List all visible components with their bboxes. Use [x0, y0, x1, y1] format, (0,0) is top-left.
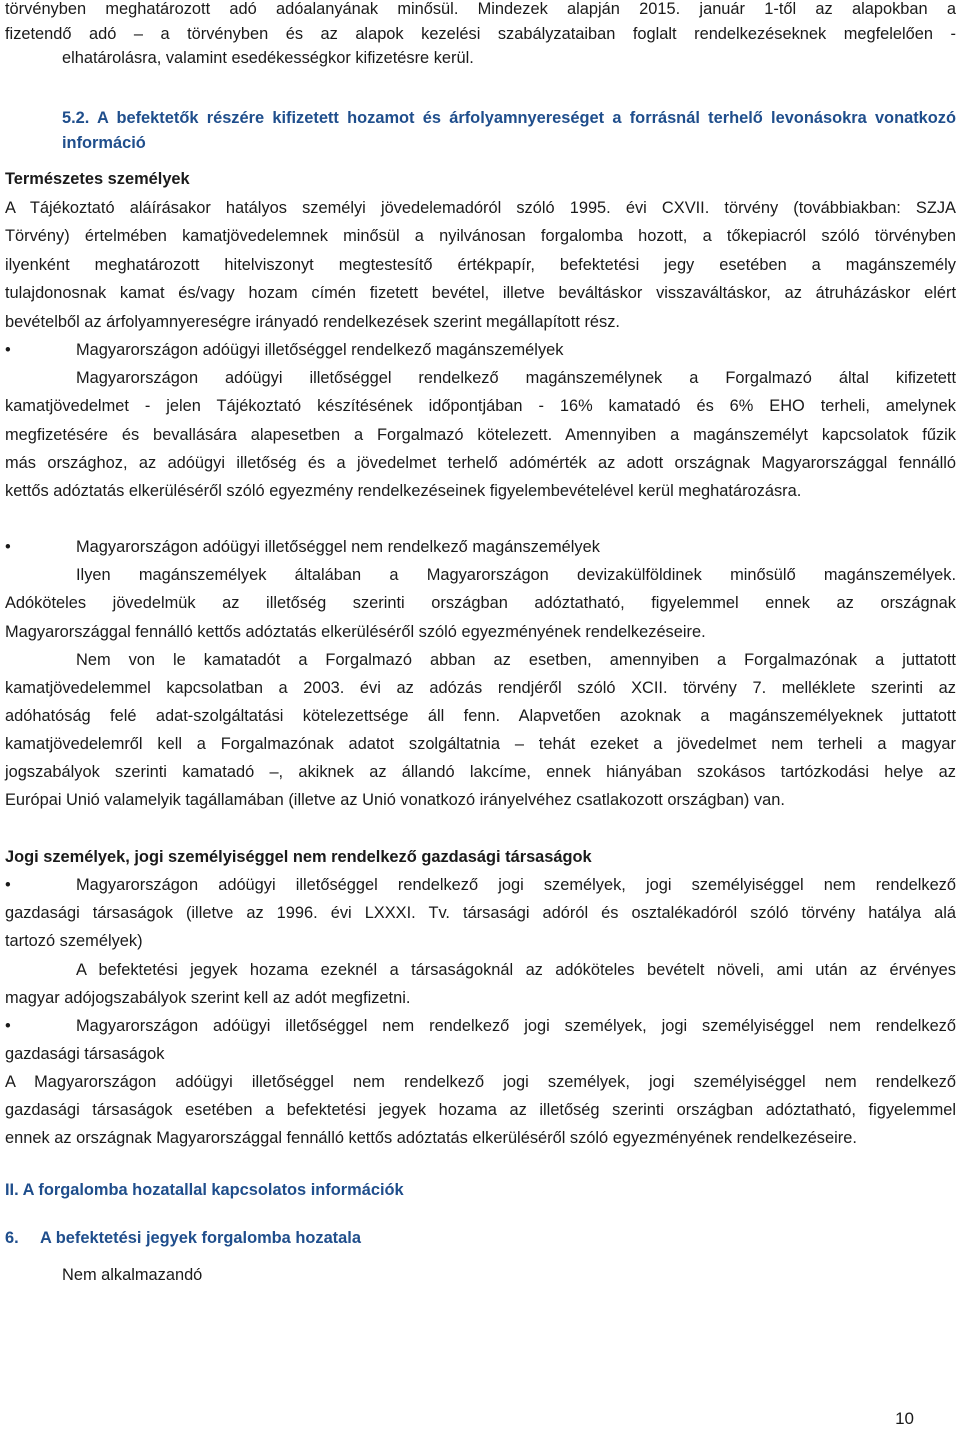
paragraph-line: más országhoz, az adóügyi illetőség és a jövedelmet terhelő adómérték az adott országnak Magyarországgal fennálló: [5, 454, 956, 472]
bullet-icon: •: [5, 876, 11, 894]
paragraph-line: ennek az országnak Magyarországgal fennálló kettős adóztatás elkerüléséről szóló egyezményének rendelkezéseire.: [5, 1129, 857, 1147]
intro-line: fizetendő adó – a törvényben és az alapok kezelési szabályzataiban foglalt rendelkezéseknek megfelelően -: [5, 25, 956, 43]
paragraph-line: Európai Unió valamelyik tagállamában (illetve az Unió vonatkozó irányelvéhez csatlakozott országban) van.: [5, 791, 785, 809]
paragraph-line: Ilyen magánszemélyek általában a Magyarországon devizakülföldinek minősülő magánszemélyek.: [76, 566, 956, 584]
paragraph-line: Magyarországgal fennálló kettős adóztatás elkerüléséről szóló egyezményének rendelkezéseire.: [5, 623, 706, 641]
section-II-heading: II. A forgalomba hozatallal kapcsolatos információk: [5, 1181, 404, 1199]
bullet-icon: •: [5, 1017, 11, 1035]
intro-line: törvényben meghatározott adó adóalanyának minősül. Mindezek alapján 2015. január 1-től az alapokban a: [5, 0, 956, 18]
paragraph-line: gazdasági társaságok esetében a befektetési jegyek hozama az illetőség szerinti országban adóztatható, figyelemmel: [5, 1101, 956, 1119]
paragraph-line: megfizetésére és bevallására alapesetben a Forgalmazó kötelezett. Amennyiben a magánszemélyt kapcsolatok fűzik: [5, 426, 956, 444]
bullet-title: Magyarországon adóügyi illetőséggel nem rendelkező magánszemélyek: [76, 538, 600, 556]
paragraph-line: jogszabályok szerinti kamatadó –, akiknek az állandó lakcíme, ennek hiányában szokásos tartózkodási helye az: [5, 763, 956, 781]
bullet-title: Magyarországon adóügyi illetőséggel rendelkező jogi személyek, jogi személyiséggel nem rendelkező: [76, 876, 956, 894]
section-6-number: 6.: [5, 1229, 19, 1247]
paragraph-line: Nem von le kamatadót a Forgalmazó abban az esetben, amennyiben a Forgalmazónak a juttatott: [76, 651, 956, 669]
intro-line: elhatárolásra, valamint esedékességkor kifizetésre kerül.: [62, 49, 474, 67]
paragraph-line: bevételből az árfolyamnyereségre irányadó rendelkezések szerint megállapított rész.: [5, 313, 620, 331]
paragraph-line: A Tájékoztató aláírásakor hatályos személyi jövedelemadóról szóló 1995. évi CXVII. törvény (továbbiakban: SZJA: [5, 199, 956, 217]
paragraph-line: kettős adóztatás elkerüléséről szóló egyezmény rendelkezéseinek figyelembevételével kerül meghatározásra.: [5, 482, 802, 500]
bullet-title: Magyarországon adóügyi illetőséggel rendelkező magánszemélyek: [76, 341, 564, 359]
section-5-2-heading: információ: [62, 134, 146, 152]
page-number: 10: [895, 1409, 914, 1428]
paragraph-line: kamatjövedelmet - jelen Tájékoztató készítésének időpontjában - 16% kamatadó és 6% EHO terheli, amelynek: [5, 397, 956, 415]
paragraph-line: magyar adójogszabályok szerint kell az adót megfizetni.: [5, 989, 411, 1007]
bullet-icon: •: [5, 341, 11, 359]
section-6-body: Nem alkalmazandó: [62, 1266, 203, 1284]
natural-persons-heading: Természetes személyek: [5, 170, 190, 188]
section-5-2-heading: 5.2. A befektetők részére kifizetett hozamot és árfolyamnyereséget a forrásnál terhelő levonásokra vonatkozó: [62, 109, 956, 127]
paragraph-line: A Magyarországon adóügyi illetőséggel nem rendelkező jogi személyek, jogi személyiséggel nem rendelkező: [5, 1073, 956, 1091]
paragraph-line: ilyenként meghatározott hitelviszonyt megtestesítő értékpapír, befektetési jegy esetében a magánszemély: [5, 256, 956, 274]
bullet-icon: •: [5, 538, 11, 556]
paragraph-line: Törvény) értelmében kamatjövedelemnek minősül a nyilvánosan forgalomba hozott, a tőkepiacról szóló törvényben: [5, 227, 956, 245]
paragraph-line: gazdasági társaságok (illetve az 1996. évi LXXXI. Tv. társasági adóról és osztalékadóról szóló törvény hatálya alá: [5, 904, 956, 922]
paragraph-line: adóhatóság felé adat-szolgáltatási kötelezettsége áll fenn. Alapvetően azoknak a magánszemélyeknek juttatott: [5, 707, 956, 725]
legal-persons-heading: Jogi személyek, jogi személyiséggel nem rendelkező gazdasági társaságok: [5, 848, 592, 866]
bullet-title: Magyarországon adóügyi illetőséggel nem rendelkező jogi személyek, jogi személyiséggel nem rendelkező: [76, 1017, 956, 1035]
paragraph-line: kamatjövedelemről kell a Forgalmazónak adatot szolgáltatnia – tehát ezeket a jövedelmet nem terheli a magyar: [5, 735, 956, 753]
paragraph-line: gazdasági társaságok: [5, 1045, 165, 1063]
paragraph-line: A befektetési jegyek hozama ezeknél a társaságoknál az adóköteles bevételt növeli, ami után az érvényes: [76, 961, 956, 979]
paragraph-line: kamatjövedelemmel kapcsolatban a 2003. évi az adózás rendjéről szóló XCII. törvény 7. melléklete szerinti az: [5, 679, 956, 697]
paragraph-line: Magyarországon adóügyi illetőséggel rendelkező magánszemélynek a Forgalmazó által kifizetett: [76, 369, 956, 387]
paragraph-line: Adóköteles jövedelmük az illetőség szerinti országban adóztatható, figyelemmel ennek az országnak: [5, 594, 956, 612]
paragraph-line: tartozó személyek): [5, 932, 143, 950]
paragraph-line: tulajdonosnak kamat és/vagy hozam címén fizetett bevétel, illetve beváltáskor visszaváltáskor, az átruházáskor elért: [5, 284, 956, 302]
section-6-heading: A befektetési jegyek forgalomba hozatala: [40, 1229, 361, 1247]
